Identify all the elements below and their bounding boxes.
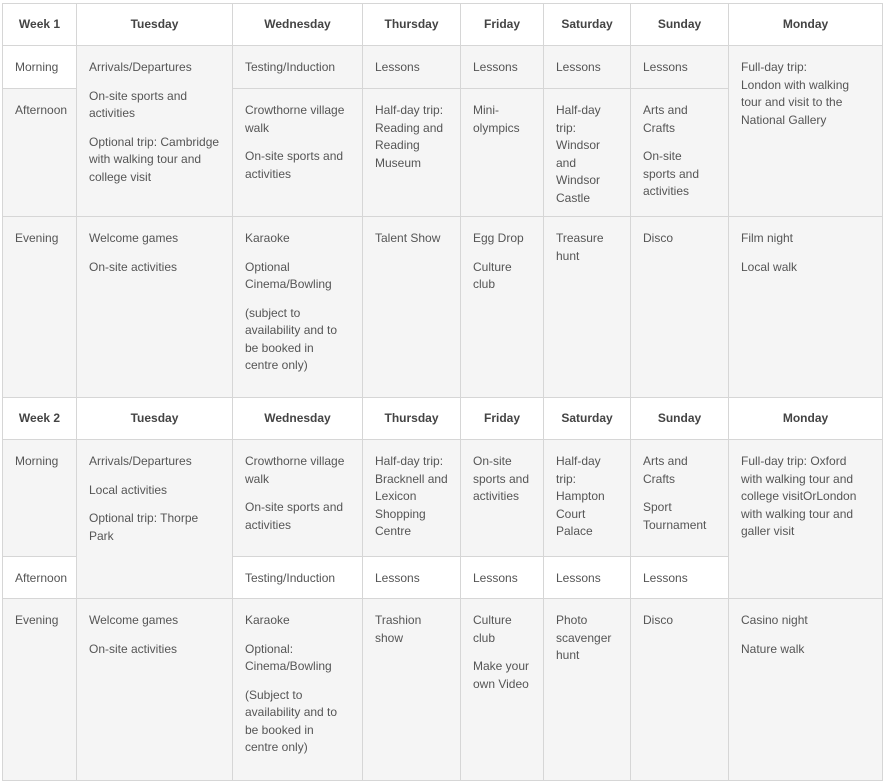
row-label-evening: Evening: [3, 217, 77, 398]
schedule-cell: [544, 217, 631, 398]
schedule-cell: [363, 89, 461, 217]
schedule-cell: [363, 217, 461, 398]
week-2-day-header: Saturday: [544, 398, 631, 440]
activity-text: Welcome games: [89, 231, 179, 245]
activity-text: Photo scavenger hunt: [556, 613, 612, 662]
activity-text: Karaoke: [245, 231, 290, 245]
week-2-day-header: Thursday: [363, 398, 461, 440]
week-1-day-header: Thursday: [363, 4, 461, 46]
schedule-cell: [729, 46, 883, 217]
activity-text: (Subject to availability and to be booked in centre only): [245, 687, 338, 754]
activity-text: On-site sports and activities: [643, 149, 700, 198]
schedule-cell: [631, 217, 729, 398]
schedule-cell: [631, 46, 729, 89]
activity-text: Treasure hunt: [556, 231, 604, 263]
activity-text: Trashion show: [375, 613, 422, 645]
activity-text: Testing/Induction: [245, 571, 336, 585]
activity-text: Lessons: [473, 60, 518, 74]
activity-text: Film night: [741, 231, 794, 245]
activity-text: Karaoke: [245, 613, 290, 627]
week-1-morning-row: [3, 46, 883, 89]
week-1-label: Week 1: [3, 4, 77, 46]
activity-text: Optional trip: Cambridge with walking tour and college visit: [89, 134, 220, 184]
activity-text: Egg Drop: [473, 231, 524, 245]
activity-text: Half-day trip: Windsor and Windsor Castle: [556, 103, 601, 205]
schedule-cell: [729, 599, 883, 781]
activity-text: Full-day trip:: [741, 60, 808, 74]
week-1-day-header: Tuesday: [77, 4, 233, 46]
schedule-cell: [461, 46, 544, 89]
activity-text: Testing/Induction: [245, 60, 336, 74]
activity-text: Make your own Video: [473, 659, 530, 691]
week-2-header-row: [3, 398, 883, 440]
activity-text: Culture club: [473, 259, 512, 291]
activity-text: Lessons: [375, 60, 420, 74]
activity-text: Disco: [643, 231, 674, 245]
week-1-day-header: Sunday: [631, 4, 729, 46]
week-1-evening-row: [3, 217, 883, 398]
week-1-day-header: Wednesday: [233, 4, 363, 46]
schedule-cell: [461, 599, 544, 781]
activity-text: Arrivals/Departures: [89, 60, 192, 74]
schedule-cell: [363, 46, 461, 89]
row-label-morning: Morning: [3, 440, 77, 557]
activity-text: Sport Tournament: [643, 500, 707, 532]
activity-text: On-site sports and activities: [245, 500, 344, 532]
activity-text: Lessons: [473, 571, 518, 585]
week-2-day-header: Wednesday: [233, 398, 363, 440]
schedule-cell: [233, 46, 363, 89]
schedule-cell: [77, 599, 233, 781]
activity-text: Disco: [643, 613, 674, 627]
schedule-cell: [233, 599, 363, 781]
activity-text: On-site activities: [89, 259, 178, 274]
activity-text: Nature walk: [741, 641, 805, 656]
activity-text: Half-day trip: Hampton Court Palace: [556, 454, 605, 538]
activity-text: (subject to availability and to be booked in centre only): [245, 305, 338, 372]
activity-text: Mini-olympics: [473, 103, 520, 135]
activity-text: Arts and Crafts: [643, 103, 688, 135]
schedule-cell: [544, 440, 631, 557]
schedule-cell: [233, 89, 363, 217]
schedule-cell: [363, 557, 461, 599]
schedule-cell: [544, 599, 631, 781]
activity-text: Casino night: [741, 613, 808, 627]
week-2-day-header: Friday: [461, 398, 544, 440]
activity-text: Optional Cinema/Bowling: [245, 259, 332, 291]
activity-text: Optional: Cinema/Bowling: [245, 641, 332, 673]
week-2-day-header: Sunday: [631, 398, 729, 440]
schedule-cell: [363, 599, 461, 781]
schedule-cell: [631, 557, 729, 599]
activity-schedule-table: [2, 3, 883, 781]
activity-text: Lessons: [643, 60, 688, 74]
schedule-cell: [233, 217, 363, 398]
activity-text: Culture club: [473, 613, 512, 645]
week-2-evening-row: [3, 599, 883, 781]
activity-text: Talent Show: [375, 231, 441, 245]
activity-text: On-site activities: [89, 641, 178, 656]
week-1-day-header: Saturday: [544, 4, 631, 46]
activity-text: Crowthorne village walk: [245, 103, 345, 135]
schedule-cell: [461, 557, 544, 599]
row-label-afternoon: Afternoon: [3, 557, 77, 599]
activity-text: Full-day trip: Oxford with walking tour and college visitOrLondon with walking tour and galler visit: [741, 454, 857, 538]
week-2-day-header: Tuesday: [77, 398, 233, 440]
schedule-cell: [363, 440, 461, 557]
schedule-cell: [729, 440, 883, 599]
schedule-cell: [544, 557, 631, 599]
week-2-day-header: Monday: [729, 398, 883, 440]
activity-text: Local walk: [741, 259, 798, 274]
activity-text: Local activities: [89, 482, 168, 497]
activity-text: Lessons: [375, 571, 420, 585]
schedule-cell: [233, 440, 363, 557]
activity-text: Optional trip: Thorpe Park: [89, 511, 199, 543]
activity-text: Lessons: [556, 571, 601, 585]
activity-text: Lessons: [643, 571, 688, 585]
activity-text: On-site sports and activities: [473, 454, 530, 503]
row-label-morning: Morning: [3, 46, 77, 89]
activity-text: Welcome games: [89, 613, 179, 627]
schedule-cell: [233, 557, 363, 599]
activity-text: Lessons: [556, 60, 601, 74]
schedule-cell: [631, 89, 729, 217]
week-2-label: Week 2: [3, 398, 77, 440]
week-2-morning-row: [3, 440, 883, 557]
row-label-evening: Evening: [3, 599, 77, 781]
schedule-cell: [461, 89, 544, 217]
schedule-cell: [729, 217, 883, 398]
schedule-cell: [77, 217, 233, 398]
schedule-cell: [461, 440, 544, 557]
week-1-header-row: [3, 4, 883, 46]
activity-text: Half-day trip: Reading and Reading Museum: [375, 103, 444, 170]
row-label-afternoon: Afternoon: [3, 89, 77, 217]
schedule-cell: [631, 599, 729, 781]
activity-text: On-site sports and activities: [245, 149, 344, 181]
activity-text: On-site sports and activities: [89, 88, 188, 120]
week-1-day-header: Monday: [729, 4, 883, 46]
schedule-cell: [461, 217, 544, 398]
activity-text: Arts and Crafts: [643, 454, 688, 486]
schedule-cell: [544, 46, 631, 89]
schedule-cell: [544, 89, 631, 217]
activity-text: London with walking tour and visit to the National Gallery: [741, 77, 850, 127]
schedule-cell: [77, 46, 233, 217]
week-1-day-header: Friday: [461, 4, 544, 46]
activity-text: Crowthorne village walk: [245, 454, 345, 486]
activity-text: Half-day trip: Bracknell and Lexicon Shopping Centre: [375, 454, 448, 538]
activity-text: Arrivals/Departures: [89, 454, 192, 468]
schedule-cell: [631, 440, 729, 557]
schedule-cell: [77, 440, 233, 599]
